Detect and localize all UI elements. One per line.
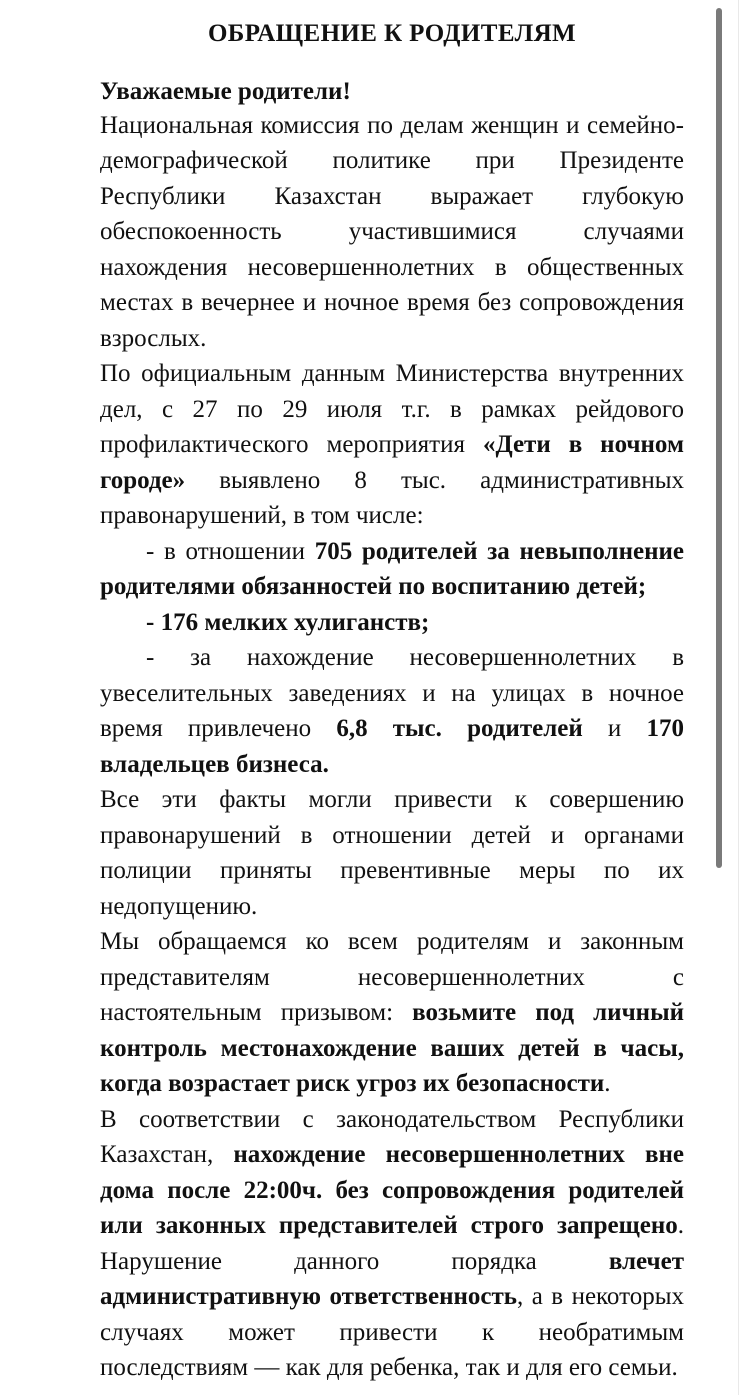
document-content (100, 0, 684, 1386)
list-item-hooliganism (100, 605, 684, 641)
paragraph-statistics-intro (100, 356, 684, 534)
stats-intro-text-tail: выявлено 8 тыс. административных правонарушений, в том числе: (100, 466, 684, 529)
bullet-three-lead: - за нахождение несовершеннолетних в увеселительных заведениях и на улицах в ночное время привлечено (100, 644, 684, 742)
bullet-one-lead: - в отношении (146, 537, 315, 565)
paragraph-legal-requirement (100, 1102, 684, 1386)
bullet-two-text: - 176 мелких хулиганств; (146, 608, 430, 636)
appeal-period: . (604, 1070, 611, 1097)
bullet-three-parents-count: 6,8 тыс. родителей (336, 715, 583, 742)
appeal-lead: Мы обращаемся ко всем родителям и законным представителям несовершеннолетних с настоятельным призывом: (100, 928, 684, 1026)
campaign-name: «Дети в ночном городе» (100, 431, 684, 494)
curfew-rule: нахождение несовершеннолетних вне дома после 22:00ч. без сопровождения родителей или законных представителей строго запрещено (100, 1141, 684, 1239)
bullet-three-business-count: 170 владельцев бизнеса. (100, 715, 684, 778)
bullet-three-conjunction: и (582, 715, 647, 742)
legal-middle: . Нарушение данного порядка (100, 1212, 684, 1275)
legal-lead: В соответствии с законодательством Республики Казахстан, (100, 1105, 684, 1168)
greeting-line: Уважаемые родители! (100, 78, 351, 106)
vertical-scrollbar-track[interactable] (721, 0, 733, 1395)
liability-emphasis: влечет административную ответственность (100, 1247, 684, 1310)
list-item-night-venues (100, 640, 684, 782)
legal-tail: , а в некоторых случаях может привести к необратимым последствиям — как для ребенка, так и для его семьи. (100, 1283, 684, 1381)
page-title: ОБРАЩЕНИЕ К РОДИТЕЛЯМ (207, 20, 577, 47)
paragraph-introduction: Национальная комиссия по делам женщин и семейно-демографической политике при Президенте Республики Казахстан выражает глубокую обеспокоенность участившимися случаями нахождения несовершеннолетних в общественных местах в вечернее и ночное время без сопровождения взрослых. (100, 111, 684, 352)
paragraph-consequences: Все эти факты могли привести к совершению правонарушений в отношении детей и органами полиции приняты превентивные меры по их недопущению. (100, 786, 684, 920)
paragraph-appeal (100, 924, 684, 1102)
stats-intro-text-lead: По официальным данным Министерства внутренних дел, с 27 по 29 июля т.г. в рамках рейдового профилактического мероприятия (100, 360, 684, 458)
bullet-one-emphasis: 705 родителей за невыполнение родителями обязанностей по воспитанию детей; (100, 537, 684, 600)
vertical-scrollbar-thumb[interactable] (716, 8, 722, 868)
appeal-emphasis: возьмите под личный контроль местонахождение ваших детей в часы, когда возрастает риск угроз их безопасности (100, 999, 684, 1097)
list-item-parents-violations (100, 534, 684, 605)
